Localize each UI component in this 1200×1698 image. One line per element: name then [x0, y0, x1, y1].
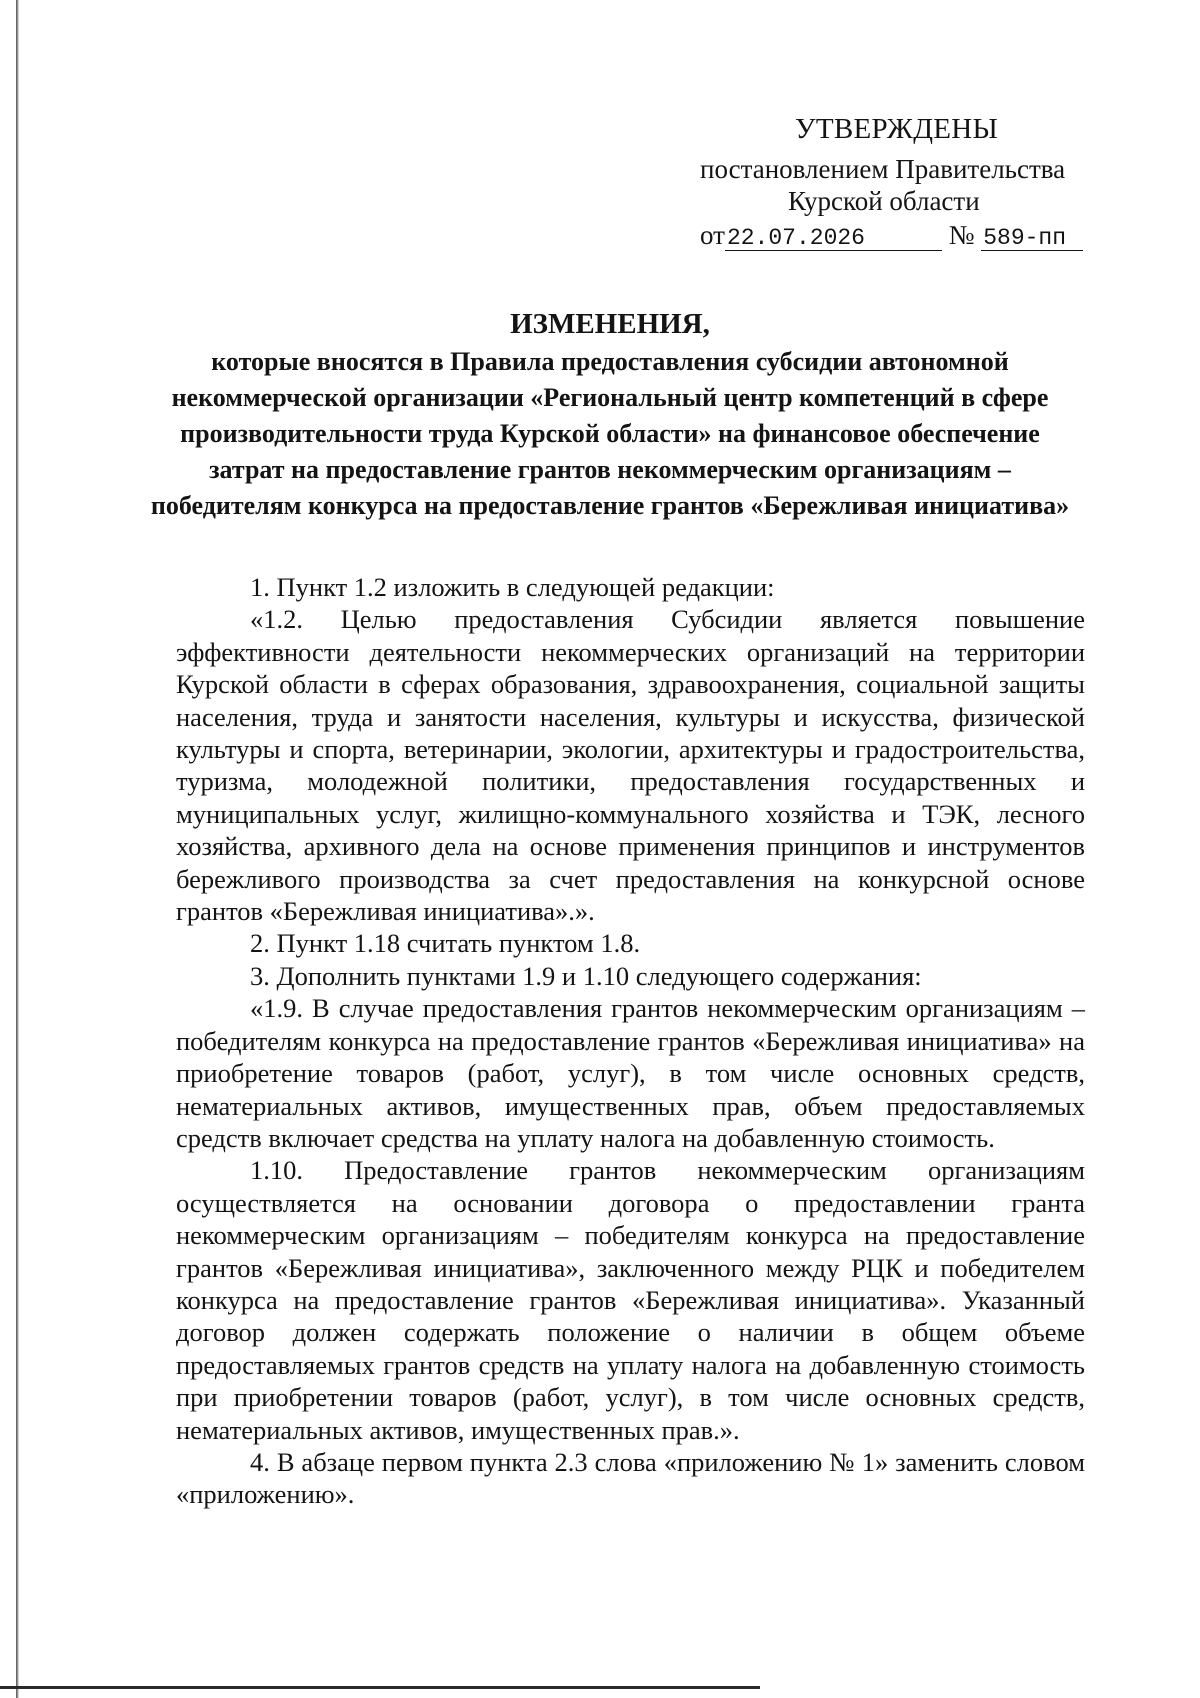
- paragraph: «1.9. В случае предоставления грантов некоммерческим организациям – победителям конкурса на предоставление грантов «Бережливая инициатива» на приобретение товаров (работ, услуг), в том числе основных средств, нематериальных активов, имущественных прав, объем предоставляемых средств включает средства на уплату налога на добавленную стоимость.: [176, 993, 1085, 1153]
- paragraph: 3. Дополнить пунктами 1.9 и 1.10 следующего содержания:: [250, 960, 922, 991]
- paragraph: 2. Пункт 1.18 считать пунктом 1.8.: [250, 928, 641, 959]
- approval-heading: УТВЕРЖДЕНЫ: [795, 113, 999, 145]
- approval-date-line: [700, 219, 1083, 252]
- approval-region: Курской области: [788, 186, 980, 216]
- approval-number: 589-пп: [981, 226, 1083, 251]
- paragraph: «1.2. Целью предоставления Субсидии является повышение эффективности деятельности некоммерческих организаций на территории Курской области в сферах образования, здравоохранения, социальной защиты населения, труда и занятости населения, культуры и искусства, физической культуры и спорта, ветеринарии, экологии, архитектуры и градостроительства, туризма, молодежной политики, предоставления государственных и муниципальных услуг, жилищно-коммунального хозяйства и ТЭК, лесного хозяйства, архивного дела на основе применения принципов и инструментов бережливого производства за счет предоставления на конкурсной основе грантов «Бережливая инициатива».».: [176, 604, 1085, 927]
- date-prefix: от: [700, 220, 725, 250]
- paragraph: 4. В абзаце первом пункта 2.3 слова «приложению № 1» заменить словом «приложению».: [176, 1446, 1085, 1510]
- paragraph: 1.10. Предоставление грантов некоммерческим организациям осуществляется на основании договора о предоставлении гранта некоммерческим организациям – победителям конкурса на предоставление грантов «Бережливая инициатива», заключенного между РЦК и победителем конкурса на предоставление грантов «Бережливая инициатива». Указанный договор должен содержать положение о наличии в общем объеме предоставляемых грантов средств на уплату налога на добавленную стоимость при приобретении товаров (работ, услуг), в том числе основных средств, нематериальных активов, имущественных прав.».: [176, 1155, 1085, 1445]
- document-body: [176, 571, 1085, 1511]
- scan-edge-bottom: [0, 1686, 760, 1689]
- document-title: ИЗМЕНЕНИЯ,: [510, 308, 710, 340]
- scan-edge-left: [16, 0, 19, 1698]
- approval-issuer: постановлением Правительства: [700, 154, 1066, 184]
- approval-date: 22.07.2026: [725, 226, 942, 251]
- paragraph: 1. Пункт 1.2 изложить в следующей редакции:: [250, 572, 775, 602]
- number-sign: №: [948, 220, 975, 250]
- document-subtitle: которые вносятся в Правила предоставления субсидии автономной некоммерческой организации «Региональный центр компетенций в сфере производительности труда Курской области» на финансовое обеспечение затрат на предоставление грантов некоммерческим организациям – победителям конкурса на предоставление грантов «Бережливая инициатива»: [150, 347, 1070, 520]
